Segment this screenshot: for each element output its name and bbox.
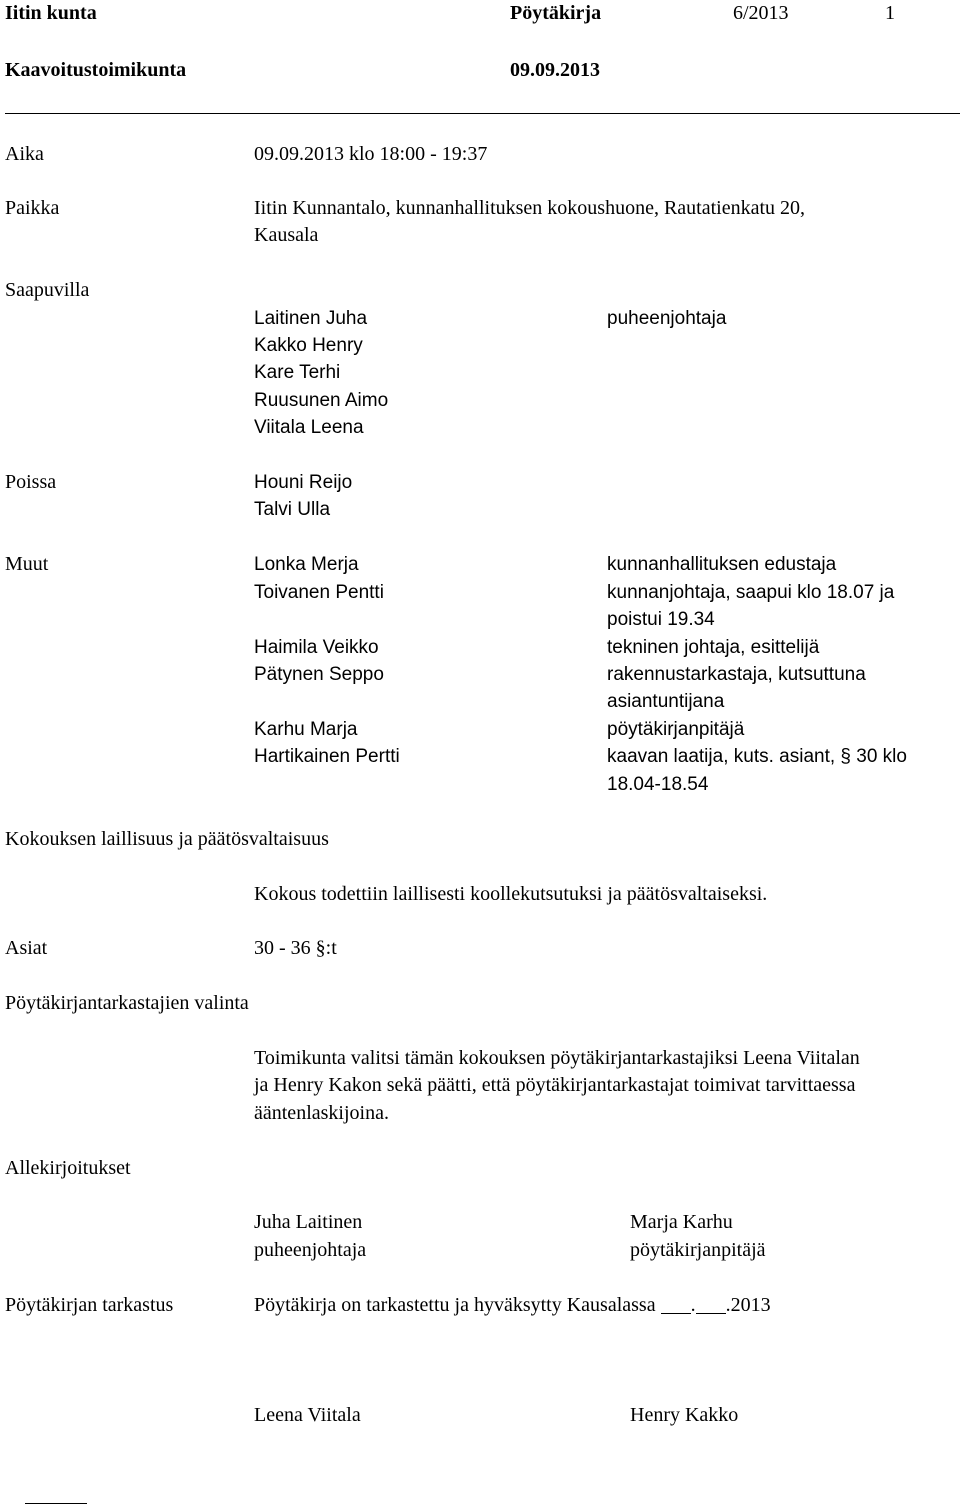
inspectors-text-line: ääntenlaskijoina. — [254, 1102, 389, 1124]
other-role: asiantuntijana — [607, 691, 725, 712]
time-label: Aika — [5, 143, 44, 165]
review-month-blank — [696, 1295, 726, 1314]
member-name: Laitinen Juha — [254, 308, 368, 329]
other-role: tekninen johtaja, esittelijä — [607, 637, 820, 658]
other-name: Karhu Marja — [254, 719, 358, 740]
review-text-start: Pöytäkirja on tarkastettu ja hyväksytty Kausalassa — [254, 1294, 656, 1316]
meeting-date: 09.09.2013 — [510, 59, 600, 81]
items-label: Asiat — [5, 937, 48, 959]
signer-right-name: Marja Karhu — [630, 1211, 733, 1233]
place-label: Paikka — [5, 197, 60, 219]
document-number: 6/2013 — [733, 2, 789, 24]
present-label: Saapuvilla — [5, 279, 90, 301]
review-label: Pöytäkirjan tarkastus — [5, 1294, 174, 1316]
page-number: 1 — [885, 2, 895, 24]
other-role: rakennustarkastaja, kutsuttuna — [607, 664, 866, 685]
others-label: Muut — [5, 553, 49, 575]
inspector-left-name: Leena Viitala — [254, 1404, 361, 1426]
footer-rule — [25, 1503, 87, 1504]
time-value: 09.09.2013 klo 18:00 - 19:37 — [254, 143, 488, 165]
review-day-blank — [661, 1295, 691, 1314]
municipality: Iitin kunta — [5, 2, 97, 24]
place-line-1: Iitin Kunnantalo, kunnanhallituksen kokoushuone, Rautatienkatu 20, — [254, 197, 806, 219]
member-name: Kakko Henry — [254, 335, 363, 356]
items-value: 30 - 36 §:t — [254, 937, 337, 959]
other-role: poistui 19.34 — [607, 609, 715, 630]
member-name: Kare Terhi — [254, 362, 341, 383]
absent-label: Poissa — [5, 471, 57, 493]
review-year: .2013 — [725, 1294, 771, 1316]
inspectors-heading: Pöytäkirjantarkastajien valinta — [5, 992, 249, 1014]
legality-heading: Kokouksen laillisuus ja päätösvaltaisuus — [5, 828, 329, 850]
header-rule — [5, 113, 960, 114]
absent-member: Talvi Ulla — [254, 499, 331, 520]
other-role: 18.04-18.54 — [607, 774, 709, 795]
other-name: Haimila Veikko — [254, 637, 379, 658]
inspectors-text-line: ja Henry Kakon sekä päätti, että pöytäkirjantarkastajat toimivat tarvittaessa — [254, 1074, 856, 1096]
place-line-2: Kausala — [254, 224, 319, 246]
body-name: Kaavoitustoimikunta — [5, 59, 187, 81]
signer-right-role: pöytäkirjanpitäjä — [630, 1239, 766, 1261]
member-name: Viitala Leena — [254, 417, 364, 438]
other-role: kunnanjohtaja, saapui klo 18.07 ja — [607, 582, 895, 603]
other-role: kaavan laatija, kuts. asiant, § 30 klo — [607, 746, 907, 767]
other-name: Lonka Merja — [254, 554, 359, 575]
other-name: Hartikainen Pertti — [254, 746, 400, 767]
inspector-right-name: Henry Kakko — [630, 1404, 739, 1426]
other-name: Pätynen Seppo — [254, 664, 384, 685]
absent-member: Houni Reijo — [254, 472, 353, 493]
legality-text: Kokous todettiin laillisesti koollekutsutuksi ja päätösvaltaiseksi. — [254, 883, 768, 905]
member-role: puheenjohtaja — [607, 308, 727, 329]
signer-left-role: puheenjohtaja — [254, 1239, 367, 1261]
signer-left-name: Juha Laitinen — [254, 1211, 363, 1233]
other-name: Toivanen Pentti — [254, 582, 384, 603]
other-role: pöytäkirjanpitäjä — [607, 719, 745, 740]
document-type: Pöytäkirja — [510, 2, 602, 24]
signatures-label: Allekirjoitukset — [5, 1157, 131, 1179]
other-role: kunnanhallituksen edustaja — [607, 554, 837, 575]
inspectors-text-line: Toimikunta valitsi tämän kokouksen pöytäkirjantarkastajiksi Leena Viitalan — [254, 1047, 860, 1069]
member-name: Ruusunen Aimo — [254, 390, 389, 411]
review-text: Pöytäkirja on tarkastettu ja hyväksytty Kausalassa . .2013 — [254, 1294, 771, 1316]
